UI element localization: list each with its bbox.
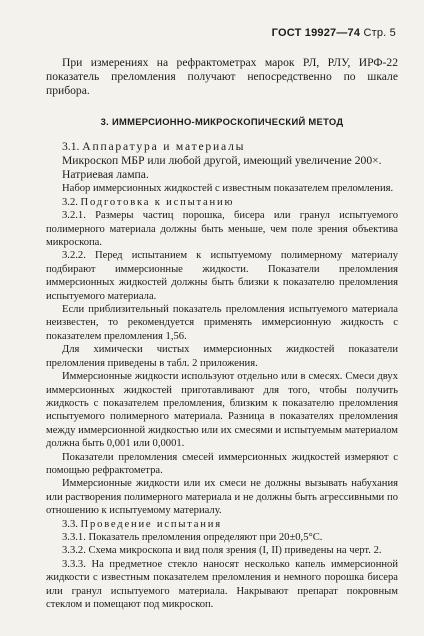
subsection-3-1-number: 3.1. [62,140,80,154]
intro-paragraph: При измерениях на рефрактометрах марок РЛ, РЛУ, ИРФ-22 показатель преломления получают непосредственно по шкале прибора. [46,56,398,97]
document-body [46,56,398,611]
paragraph-mixtures: Иммерсионные жидкости используют отдельно или в смесях. Смеси двух иммерсионных жидкостей приготавливают для того, чтобы получить жидкость с показателем преломления, близким к показателю преломления испытуемого полимерного материала. Разница в показателях преломления между иммерсионной жидкостью или их смесями и испытуемым материалом должна быть 0,001 или 0,0001. [46,371,398,450]
subsection-3-2-number: 3.2. [62,196,78,208]
paragraph-3-3-1: 3.3.1. Показатель преломления определяют при 20±0,5°С. [62,531,323,543]
liquids-line: Набор иммерсионных жидкостей с известным показателем преломления. [62,183,394,195]
subsection-3-1-title: Аппаратура и материалы [82,140,246,154]
paragraph-unknown-index: Если приблизительный показатель преломления испытуемого материала неизвестен, то рекомендуется применять иммерсионную жидкость с показателем преломления 1,56. [46,304,398,342]
subsection-3-2-title: Подготовка к испытанию [80,196,235,208]
paragraph-3-3-3: 3.3.3. На предметное стекло наносят несколько капель иммерсионной жидкости с известным показателем преломления и немного порошка бисера или гранул испытуемого материала. Накрывают препарат покровным стеклом и помещают под микроскоп. [46,558,398,610]
paragraph-chemical-liquids: Для химически чистых иммерсионных жидкостей показатели преломления приведены в табл. 2 приложения. [46,344,398,369]
subsection-3-3-heading [46,518,398,531]
subsection-3-3-number: 3.3. [62,518,78,530]
subsection-3-2-heading [46,196,398,209]
lamp-line: Натриевая лампа. [62,168,149,182]
paragraph-refractometer: Показатели преломления смесей иммерсионных жидкостей измеряют с помощью рефрактометра. [46,451,398,476]
standard-number: ГОСТ 19927—74 [271,27,361,39]
subsection-3-3-title: Проведение испытания [80,518,222,530]
paragraph-3-3-2: 3.3.2. Схема микроскопа и вид поля зрения (I, II) приведены на черт. 2. [62,545,382,557]
page-number: Стр. 5 [363,27,396,39]
section-title: 3. ИММЕРСИОННО-МИКРОСКОПИЧЕСКИЙ МЕТОД [100,116,344,127]
paragraph-3-2-2: 3.2.2. Перед испытанием к испытуемому полимерному материалу подбирают иммерсионные жидкости. Показатели преломления иммерсионных жидкостей должны быть близки к показателю преломления испытуемого материала. [46,250,398,302]
subsection-3-1-heading [46,140,398,154]
page-header [272,27,396,39]
microscope-line: Микроскоп МБР или любой другой, имеющий увеличение 200×. [62,154,382,168]
paragraph-3-2-1: 3.2.1. Размеры частиц порошка, бисера или гранул испытуемого полимерного материала должны быть меньше, чем поле зрения объектива микроскопа. [46,210,398,249]
paragraph-swelling: Иммерсионные жидкости или их смеси не должны вызывать набухания или растворения полимерного материала и не должны быть агрессивными по отношению к испытуемому материалу. [46,478,398,517]
